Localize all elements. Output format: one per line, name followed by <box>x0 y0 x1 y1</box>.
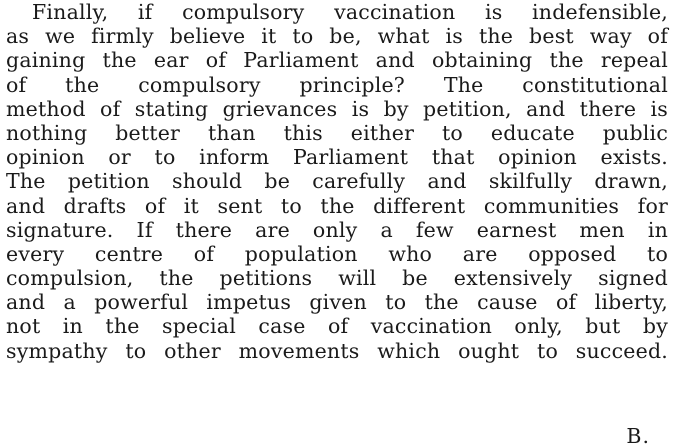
text-line: every centre of population who are opposed to <box>6 241 668 266</box>
article-paragraph <box>6 0 668 363</box>
text-line: method of stating grievances is by petition, and there is <box>6 96 668 121</box>
text-line: and a powerful impetus given to the cause of liberty, <box>6 290 668 315</box>
text-line: compulsion, the petitions will be extensively signed <box>6 266 668 291</box>
text-line: as we firmly believe it to be, what is the best way of <box>6 24 668 49</box>
text-line: and drafts of it sent to the different communities for <box>6 193 668 218</box>
text-line: gaining the ear of Parliament and obtaining the repeal <box>6 48 668 73</box>
text-line: nothing better than this either to educate public <box>6 120 668 145</box>
text-line: Finally, if compulsory vaccination is indefensible, <box>32 0 668 24</box>
text-line: signature. If there are only a few earnest men in <box>6 217 668 242</box>
text-line: opinion or to inform Parliament that opinion exists. <box>6 145 668 170</box>
text-line: sympathy to other movements which ought to succeed. <box>6 338 668 363</box>
text-line: The petition should be carefully and skilfully drawn, <box>6 169 668 194</box>
text-line: of the compulsory principle? The constitutional <box>6 72 668 97</box>
text-line: not in the special case of vaccination only, but by <box>6 314 668 339</box>
author-signature: B. <box>626 424 650 448</box>
